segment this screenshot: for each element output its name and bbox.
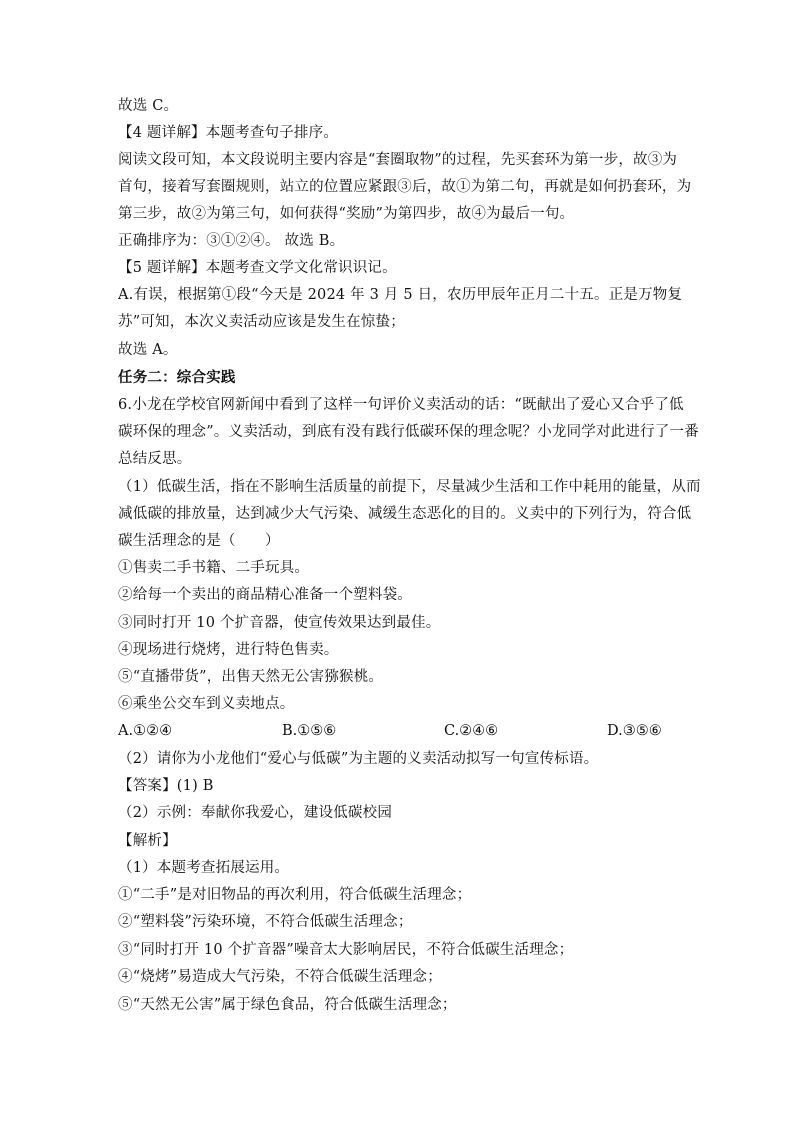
text-line: 苏”可知，本次义卖活动应该是发生在惊蛰；: [118, 314, 405, 330]
question-text: （2）请你为小龙他们“爱心与低碳”为主题的义卖活动拟写一句宣传标语。: [118, 751, 599, 767]
text-line: 阅读文段可知，本文段说明主要内容是“套圈取物”的过程，先买套环为第一步，故③为: [118, 152, 678, 168]
analysis-text: ⑤“天然无公害”属于绿色食品，符合低碳生活理念；: [118, 997, 457, 1013]
list-item: ④现场进行烧烤，进行特色售卖。: [118, 642, 339, 658]
list-item: ③同时打开 10 个扩音器，使宣传效果达到最佳。: [118, 615, 441, 631]
answer-heading: 【答案】(1) B: [118, 778, 214, 794]
list-item: ⑥乘坐公交车到义卖地点。: [118, 696, 295, 712]
question-text: 碳环保的理念”。义卖活动，到底有没有践行低碳环保的理念呢？小龙同学对此进行了一番: [118, 424, 699, 440]
section-heading: 【5 题详解】本题考查文学文化常识识记。: [118, 260, 397, 276]
answer-text: （2）示例：奉献你我爱心，建设低碳校园: [118, 805, 393, 821]
text-line: 第三步，故②为第三句，如何获得“奖励”为第四步，故④为最后一句。: [118, 206, 575, 222]
text-line: A.有误，根据第①段“今天是 2024 年 3 月 5 日，农历甲辰年正月二十五。正是万物复: [118, 287, 683, 303]
section-heading: 【4 题详解】本题考查句子排序。: [118, 125, 339, 141]
choice-option-c: C.②④⑥: [444, 723, 499, 739]
analysis-text: ②“塑料袋”污染环境，不符合低碳生活理念；: [118, 914, 413, 930]
question-text: 减低碳的排放量，达到减少大气污染、减缓生态恶化的目的。义卖中的下列行为，符合低: [118, 506, 692, 522]
choice-option-d: D.③⑤⑥: [607, 723, 662, 739]
question-text: 总结反思。: [118, 451, 192, 467]
list-item: ①售卖二手书籍、二手玩具。: [118, 560, 310, 576]
task-heading: 任务二：综合实践: [118, 369, 236, 386]
choice-option-b: B.①⑤⑥: [282, 723, 337, 739]
text-line: 故选 C。: [118, 98, 179, 114]
question-text: 6.小龙在学校官网新闻中看到了这样一句评价义卖活动的话：“既献出了爱心又合乎了低: [118, 397, 684, 413]
list-item: ②给每一个卖出的商品精心准备一个塑料袋。: [118, 587, 412, 603]
choice-option-a: A.①②④: [118, 723, 173, 739]
text-line: 正确排序为：③①②④。 故选 B。: [118, 233, 345, 249]
question-text: （1）低碳生活，指在不影响生活质量的前提下，尽量减少生活和工作中耗用的能量，从而: [118, 479, 701, 495]
analysis-text: ③“同时打开 10 个扩音器”噪音太大影响居民，不符合低碳生活理念；: [118, 942, 574, 958]
text-line: 故选 A。: [118, 342, 178, 358]
analysis-text: ④“烧烤”易造成大气污染，不符合低碳生活理念；: [118, 969, 442, 985]
analysis-heading: 【解析】: [118, 833, 177, 849]
analysis-text: （1）本题考查拓展运用。: [118, 860, 290, 876]
analysis-text: ①“二手”是对旧物品的再次利用，符合低碳生活理念；: [118, 887, 472, 903]
list-item: ⑤“直播带货”，出售天然无公害猕猴桃。: [118, 669, 384, 685]
text-line: 首句，接着写套圈规则，站立的位置应紧跟③后，故①为第二句，再就是如何扔套环，为: [118, 179, 692, 195]
question-text: 碳生活理念的是（ ）: [118, 533, 280, 549]
